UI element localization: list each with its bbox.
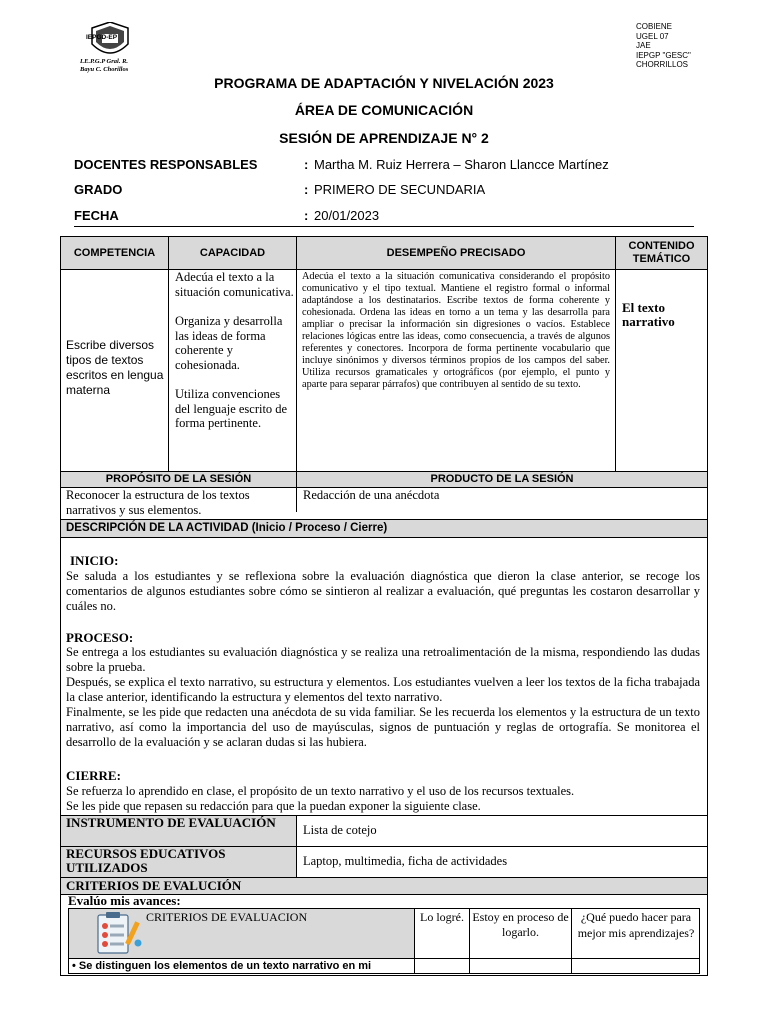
cierre-paragraph: Se les pide que repasen su redacción para que la puedan exponer la siguiente clase. (66, 799, 481, 813)
proceso-paragraph: Finalmente, se les pide que redacten una anécdota de su vida familiar. Se les recuerda los elementos y la estructura de un texto narrativo, así como la importancia del uso de mayúsculas, signos de puntuación y reglas de ortografía. Se monitorea el desarrollo de la evaluación y se aclaran dudas si las hubiera. (66, 705, 700, 749)
recursos-value: Laptop, multimedia, ficha de actividades (303, 854, 508, 868)
header-contenido: CONTENIDO TEMÁTICO (616, 237, 707, 269)
program-title: PROGRAMA DE ADAPTACIÓN Y NIVELACIÓN 2023 (214, 75, 554, 91)
divider (60, 269, 708, 270)
capacidad-item: Utiliza convenciones del lenguaje escrito de forma pertinente. (175, 387, 288, 430)
instrumento-value: Lista de cotejo (303, 823, 377, 837)
institution-block (636, 22, 691, 70)
info-label: FECHA (74, 208, 119, 223)
logo-subtitle: I.E.P.G.P Gral. R. Bayu C. Chorillos (80, 58, 129, 73)
info-colon: : (304, 157, 309, 172)
header-competencia: COMPETENCIA (61, 237, 168, 269)
proceso-paragraph: Después, se explica el texto narrativo, su estructura y elementos. Los estudiantes vuelven a leer los textos de la ficha trabajada la clase anterior, identificando la estructura y elementos del texto narrativo. (66, 675, 700, 704)
capacidad-item: Adecúa el texto a la situación comunicativa. (175, 270, 294, 299)
criteria-row: • Se distinguen los elementos de un texto narrativo en mi (72, 960, 372, 972)
info-fecha (74, 208, 714, 226)
divider (615, 236, 616, 471)
cierre-title: CIERRE: (66, 768, 121, 783)
header-producto: PRODUCTO DE LA SESIÓN (297, 472, 707, 487)
info-underline (74, 226, 694, 227)
info-label: GRADO (74, 182, 123, 197)
cierre-text (66, 784, 700, 814)
proceso-paragraph: Se entrega a los estudiantes su evaluación diagnóstica y se realiza una retroalimentación de la misma, respondiendo las dudas sobre la prueba. (66, 645, 700, 674)
logo-text: IEPGD-EP (86, 34, 118, 41)
header-desempeno: DESEMPEÑO PRECISADO (297, 237, 615, 269)
cierre-paragraph: Se refuerza lo aprendido en clase, el propósito de un texto narrativo y el uso de los recursos textuales. (66, 784, 575, 798)
criterios-header: CRITERIOS DE EVALUCIÓN (61, 878, 707, 894)
divider (571, 908, 572, 974)
instrumento-label: INSTRUMENTO DE EVALUACIÓN (61, 816, 296, 846)
gov-line: JAE (636, 41, 651, 50)
info-value: Martha M. Ruiz Herrera – Sharon Llancce Martínez (314, 157, 609, 172)
area-title: ÁREA DE COMUNICACIÓN (294, 102, 474, 118)
info-grado (74, 182, 714, 200)
gov-line: IEPGP "GESC" (636, 50, 691, 60)
inicio-text: Se saluda a los estudiantes y se reflexiona sobre la evaluación diagnóstica que dieron la clase anterior, se recoge los comentarios de algunos estudiantes sobre cómo se sintieron al realizar a evaluación, qué preguntas les costaron desarrollar y cuáles no. (66, 569, 700, 613)
checklist-icon (92, 911, 144, 955)
divider (60, 537, 708, 538)
descripcion-header: DESCRIPCIÓN DE LA ACTIVIDAD (Inicio / Proceso / Cierre) (61, 520, 707, 537)
info-value: PRIMERO DE SECUNDARIA (314, 182, 486, 197)
proceso-title: PROCESO: (66, 630, 134, 645)
desempeno-text: Adecúa el texto a la situación comunicativa considerando el propósito comunicativo y el tipo textual. Mantiene el registro formal o informal adaptándose a los destinatarios. Escribe textos de forma coherente y cohesionada. Ordena las ideas en torno a un tema y las desarrolla para ampliar o precisar la información sin digresiones o vacíos. Establece relaciones lógicas entre las ideas, como consecuencia, a través de algunos referentes y conectores. Incorpora de forma pertinente vocabulario que incluye sinónimos y diversos términos propios de los campos del saber. Utiliza recursos gramaticales y ortográficos (por ejemplo, el punto y aparte para separar párrafos) que contribuyen al sentido de su texto. (302, 271, 610, 390)
info-docentes (74, 157, 714, 175)
divider (168, 236, 169, 471)
producto-text: Redacción de una anécdota (303, 488, 440, 502)
header-capacidad: CAPACIDAD (169, 237, 296, 269)
divider (469, 908, 470, 974)
gov-line: UGEL 07 (636, 31, 669, 41)
gov-line: COBIENE (636, 22, 673, 31)
capacidades-list (175, 270, 295, 431)
info-colon: : (304, 182, 309, 197)
criteria-col-title: CRITERIOS DE EVALUACION (146, 910, 308, 924)
proposito-text: Reconocer la estructura de los textos narrativos y sus elementos. (66, 488, 250, 517)
col-proceso: Estoy en proceso de logarlo. (472, 910, 569, 939)
avances-label: Evalúo mis avances: (68, 893, 181, 908)
header-proposito: PROPÓSITO DE LA SESIÓN (61, 472, 296, 487)
capacidad-item: Organiza y desarrolla las ideas de forma coherente y cohesionada. (175, 314, 283, 372)
inicio-title: INICIO: (70, 553, 119, 568)
gov-line: CHORRILLOS (636, 60, 689, 69)
recursos-label: RECURSOS EDUCATIVOS UTILIZADOS (61, 847, 296, 877)
info-colon: : (304, 208, 309, 223)
session-title: SESIÓN DE APRENDIZAJE N° 2 (279, 130, 489, 146)
proceso-text (66, 645, 700, 750)
contenido-text: El texto narrativo (622, 300, 675, 329)
divider (68, 958, 700, 959)
col-logre: Lo logré. (420, 910, 464, 924)
col-mejorar: ¿Qué puedo hacer para mejor mis aprendizajes? (577, 910, 695, 940)
info-label: DOCENTES RESPONSABLES (74, 157, 258, 172)
competencia-text: Escribe diversos tipos de textos escritos en lengua materna (66, 338, 164, 397)
info-value: 20/01/2023 (314, 208, 380, 223)
